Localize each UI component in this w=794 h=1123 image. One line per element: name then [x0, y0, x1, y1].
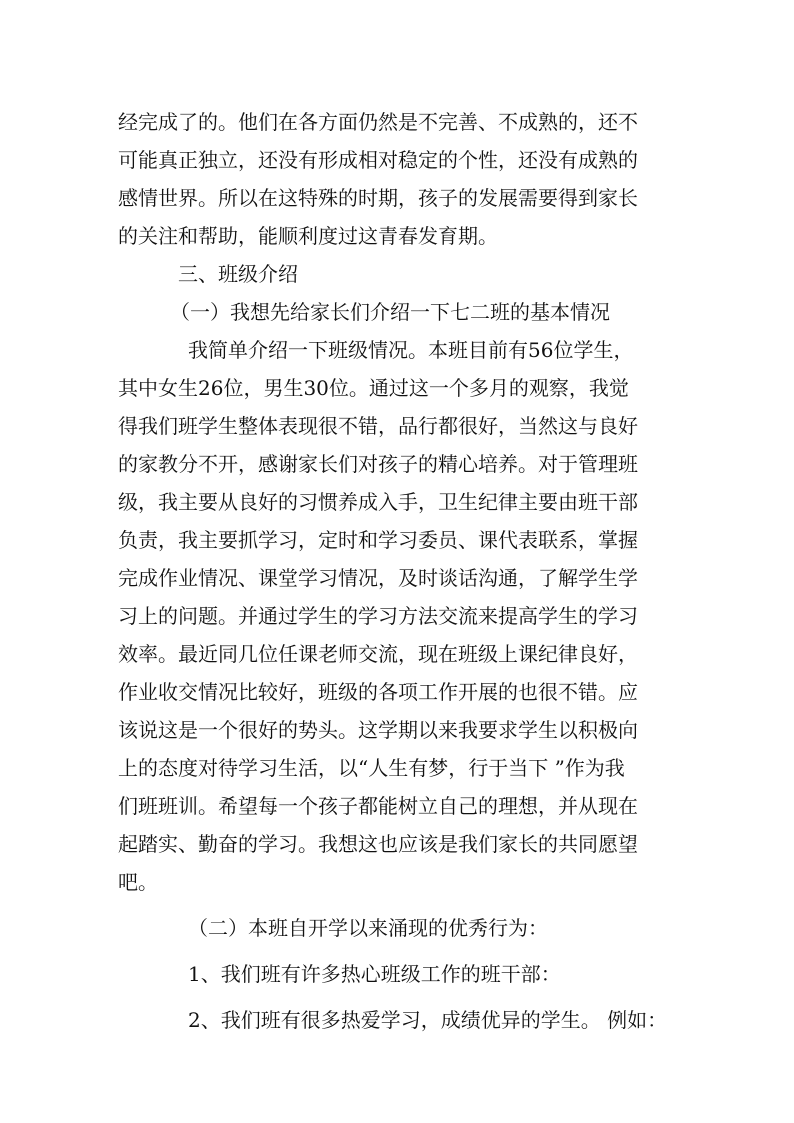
- paragraph-line: 我简单介绍一下班级情况。本班目前有56位学生，: [188, 338, 634, 362]
- paragraph-line: 作业收交情况比较好，班级的各项工作开展的也很不错。应: [118, 680, 638, 704]
- paragraph-line: 得我们班学生整体表现很不错，品行都很好，当然这与良好: [118, 414, 638, 438]
- paragraph-line: 经完成了的。他们在各方面仍然是不完善、不成熟的，还不: [118, 110, 638, 134]
- document-body: [118, 103, 678, 1039]
- paragraph-line: 完成作业情况、课堂学习情况，及时谈话沟通，了解学生学: [118, 566, 638, 590]
- paragraph-line: 上的态度对待学习生活，以“人生有梦，行于当下 ”作为我: [118, 756, 625, 780]
- subsection-heading: （二）本班自开学以来涌现的优秀行为：: [188, 916, 548, 940]
- paragraph-line: 习上的问题。并通过学生的学习方法交流来提高学生的学习: [118, 604, 638, 628]
- list-item: 2、我们班有很多热爱学习，成绩优异的学生。 例如：: [188, 1008, 668, 1032]
- paragraph-line: 感情世界。所以在这特殊的时期，孩子的发展需要得到家长: [118, 186, 638, 210]
- paragraph-line: 吧。: [118, 870, 158, 894]
- paragraph-line: 其中女生26位，男生30位。通过这一个多月的观察，我觉: [118, 376, 629, 400]
- subsection-heading: （一）我想先给家长们介绍一下七二班的基本情况: [170, 300, 610, 324]
- paragraph-line: 的关注和帮助，能顺利度过这青春发育期。: [118, 224, 498, 248]
- paragraph-line: 的家教分不开，感谢家长们对孩子的精心培养。对于管理班: [118, 452, 638, 476]
- paragraph-line: 该说这是一个很好的势头。这学期以来我要求学生以积极向: [118, 718, 638, 742]
- paragraph-line: 起踏实、勤奋的学习。我想这也应该是我们家长的共同愿望: [118, 832, 638, 856]
- paragraph-line: 负责，我主要抓学习，定时和学习委员、课代表联系，掌握: [118, 528, 638, 552]
- list-item: 1、我们班有许多热心班级工作的班干部：: [188, 962, 561, 986]
- section-heading: 三、班级介绍: [178, 262, 298, 286]
- paragraph-line: 可能真正独立，还没有形成相对稳定的个性，还没有成熟的: [118, 148, 638, 172]
- paragraph-line: 们班班训。希望每一个孩子都能树立自己的理想，并从现在: [118, 794, 638, 818]
- paragraph-line: 级，我主要从良好的习惯养成入手，卫生纪律主要由班干部: [118, 490, 638, 514]
- paragraph-line: 效率。最近同几位任课老师交流，现在班级上课纪律良好，: [118, 642, 638, 666]
